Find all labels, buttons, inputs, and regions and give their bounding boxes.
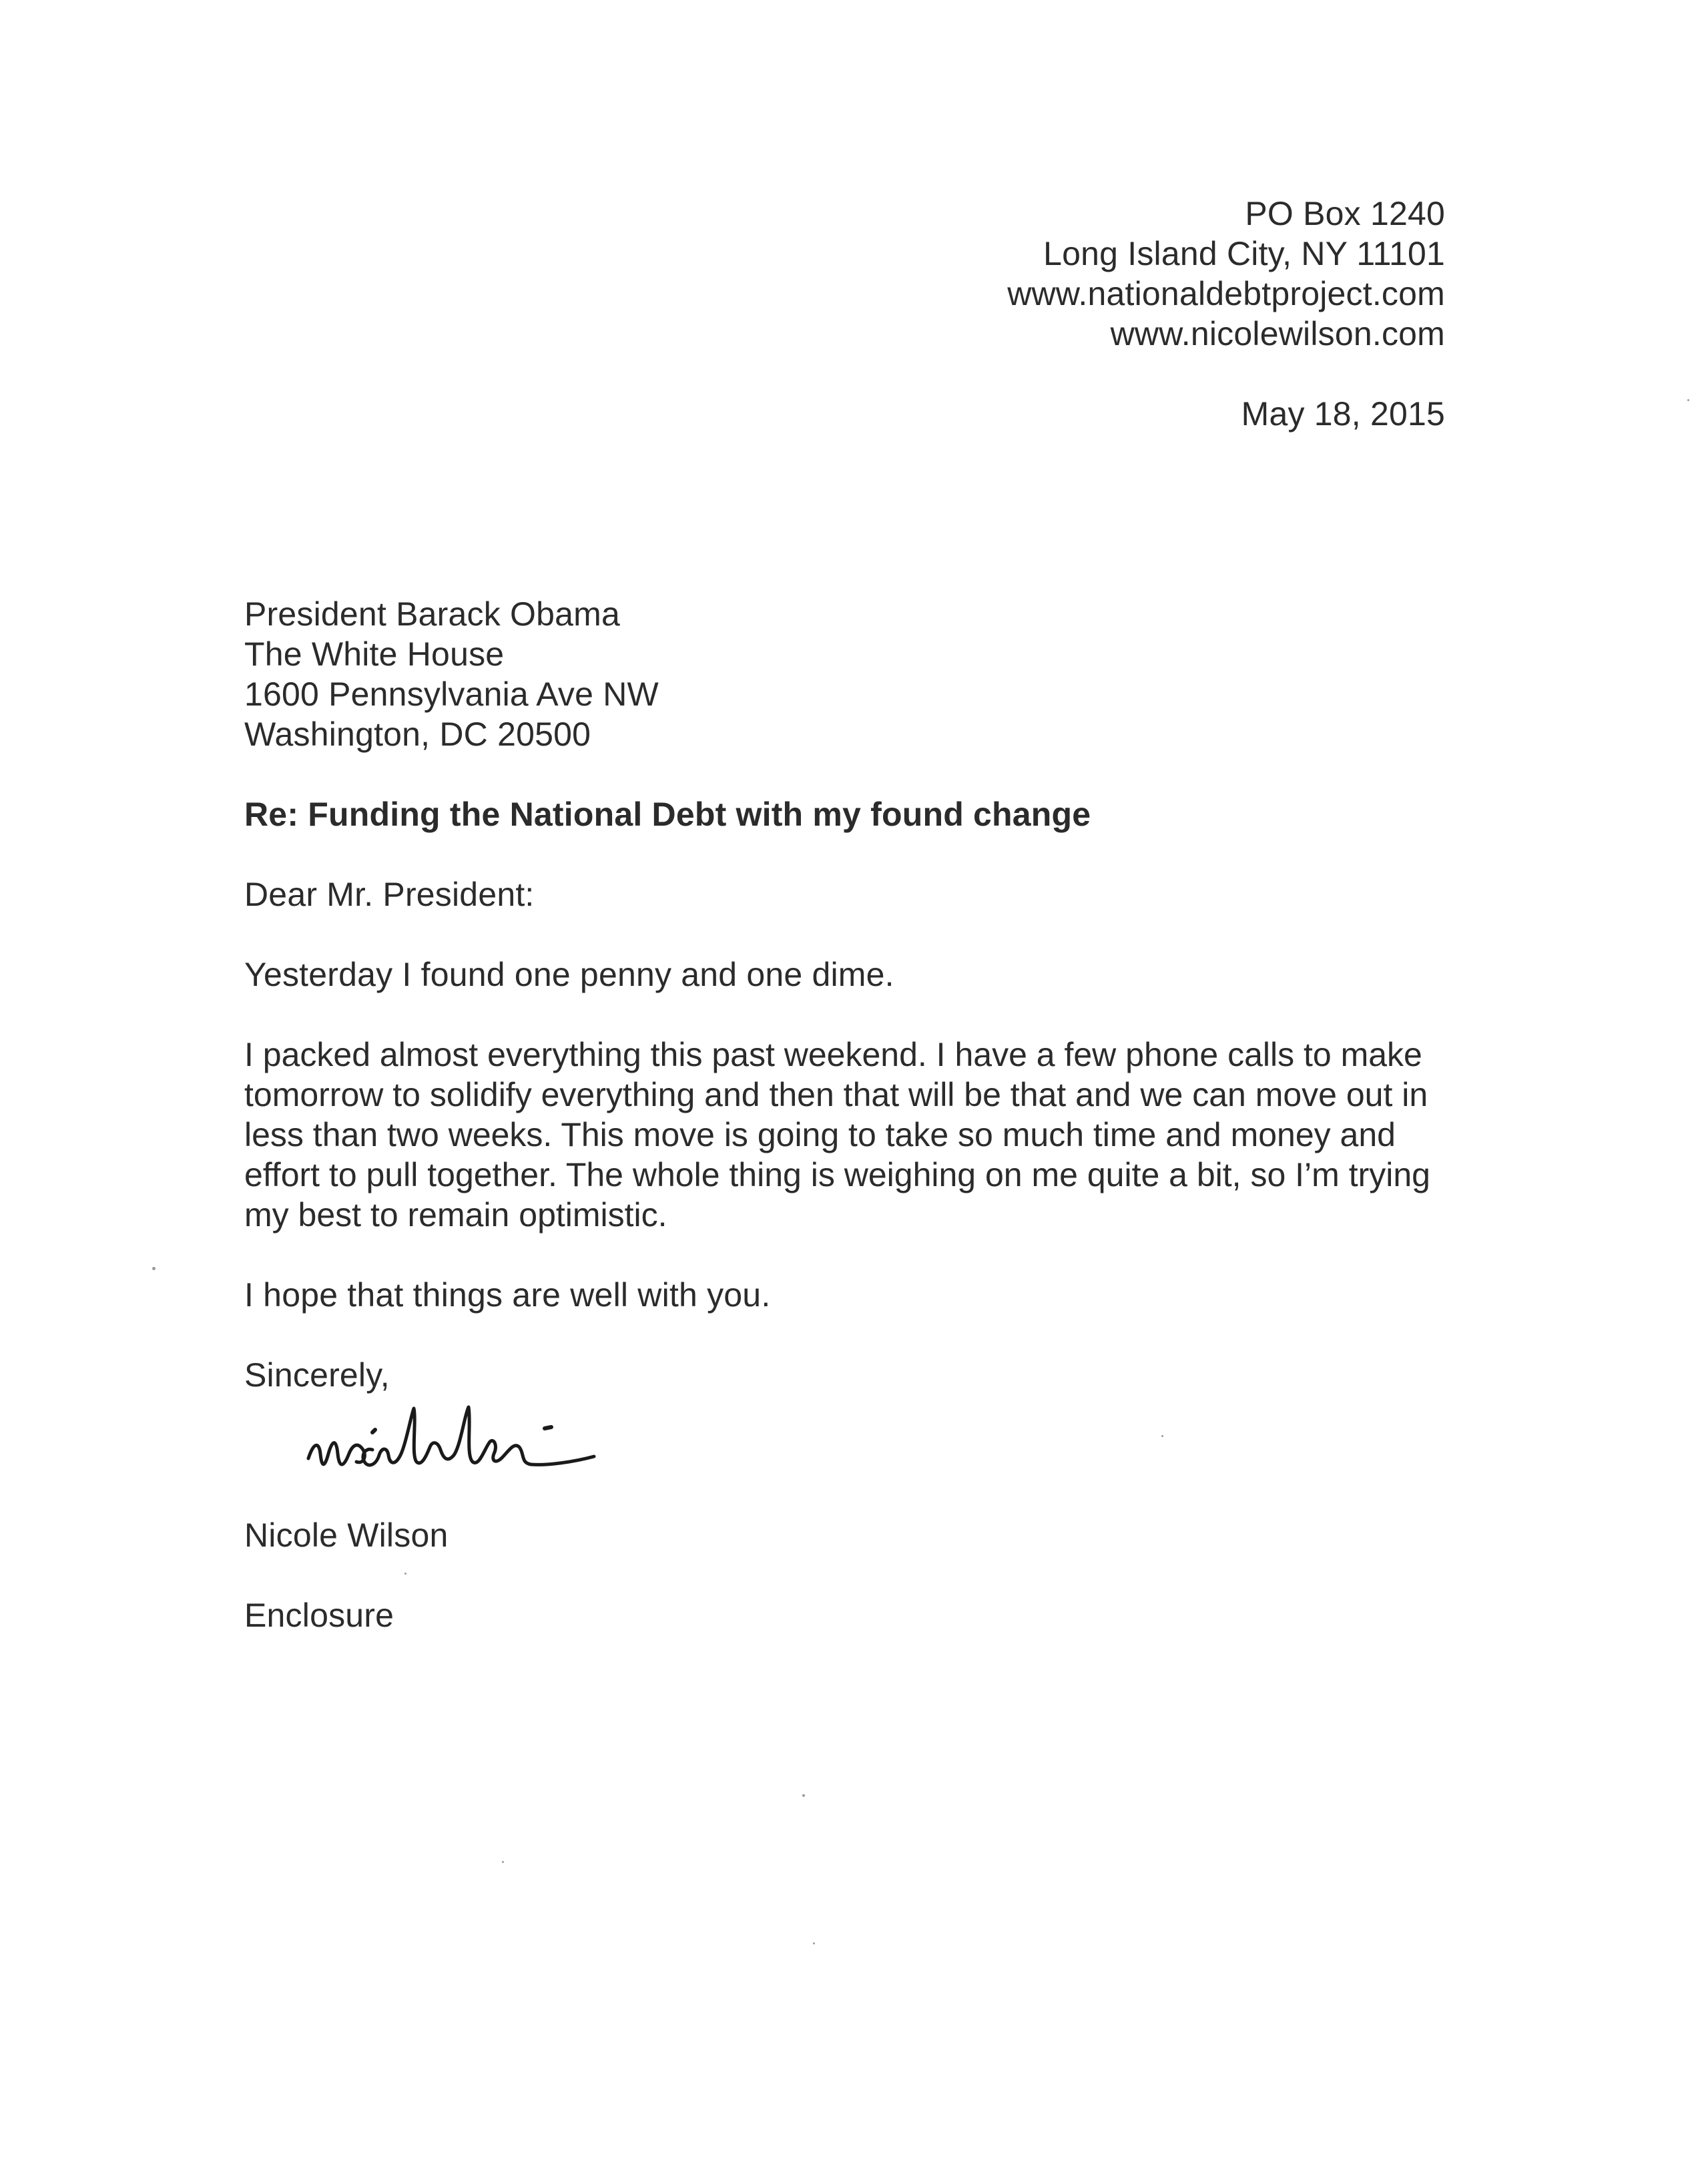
scan-speck	[152, 1267, 156, 1270]
closing: Sincerely,	[244, 1356, 390, 1394]
body-paragraph-2-line: less than two weeks. This move is going to take so much time and money and	[244, 1116, 1396, 1153]
body-paragraph-2-line: effort to pull together. The whole thing is weighing on me quite a bit, so I’m trying	[244, 1156, 1430, 1193]
sender-address-line2: Long Island City, NY 11101	[1043, 235, 1445, 272]
scan-speck	[502, 1861, 504, 1863]
body-paragraph-2	[244, 1035, 1446, 1235]
body-paragraph-2-line: my best to remain optimistic.	[244, 1196, 667, 1234]
recipient-line-3: 1600 Pennsylvania Ave NW	[244, 675, 659, 713]
enclosure-note: Enclosure	[244, 1597, 394, 1634]
scan-speck	[1161, 1435, 1163, 1437]
body-paragraph-2-line: I packed almost everything this past weekend. I have a few phone calls to make	[244, 1036, 1422, 1073]
recipient-line-4: Washington, DC 20500	[244, 716, 591, 753]
sender-address-line1: PO Box 1240	[1245, 195, 1445, 232]
signer-name: Nicole Wilson	[244, 1517, 449, 1554]
scan-speck	[404, 1573, 406, 1575]
subject-line: Re: Funding the National Debt with my found change	[244, 796, 1091, 833]
sender-website-1: www.nationaldebtproject.com	[1007, 275, 1445, 312]
salutation: Dear Mr. President:	[244, 876, 535, 913]
scan-speck	[1687, 399, 1689, 401]
body-paragraph-2-line: tomorrow to solidify everything and then that will be that and we can move out in	[244, 1076, 1428, 1113]
scan-speck	[802, 1794, 805, 1797]
recipient-line-2: The White House	[244, 635, 505, 673]
body-paragraph-3: I hope that things are well with you.	[244, 1276, 771, 1314]
recipient-name: President Barack Obama	[244, 595, 620, 633]
handwritten-signature-icon	[294, 1375, 614, 1495]
body-paragraph-1: Yesterday I found one penny and one dime.	[244, 956, 894, 993]
letter-date: May 18, 2015	[1241, 395, 1445, 433]
sender-website-2: www.nicolewilson.com	[1110, 315, 1445, 352]
scan-speck	[813, 1942, 815, 1944]
